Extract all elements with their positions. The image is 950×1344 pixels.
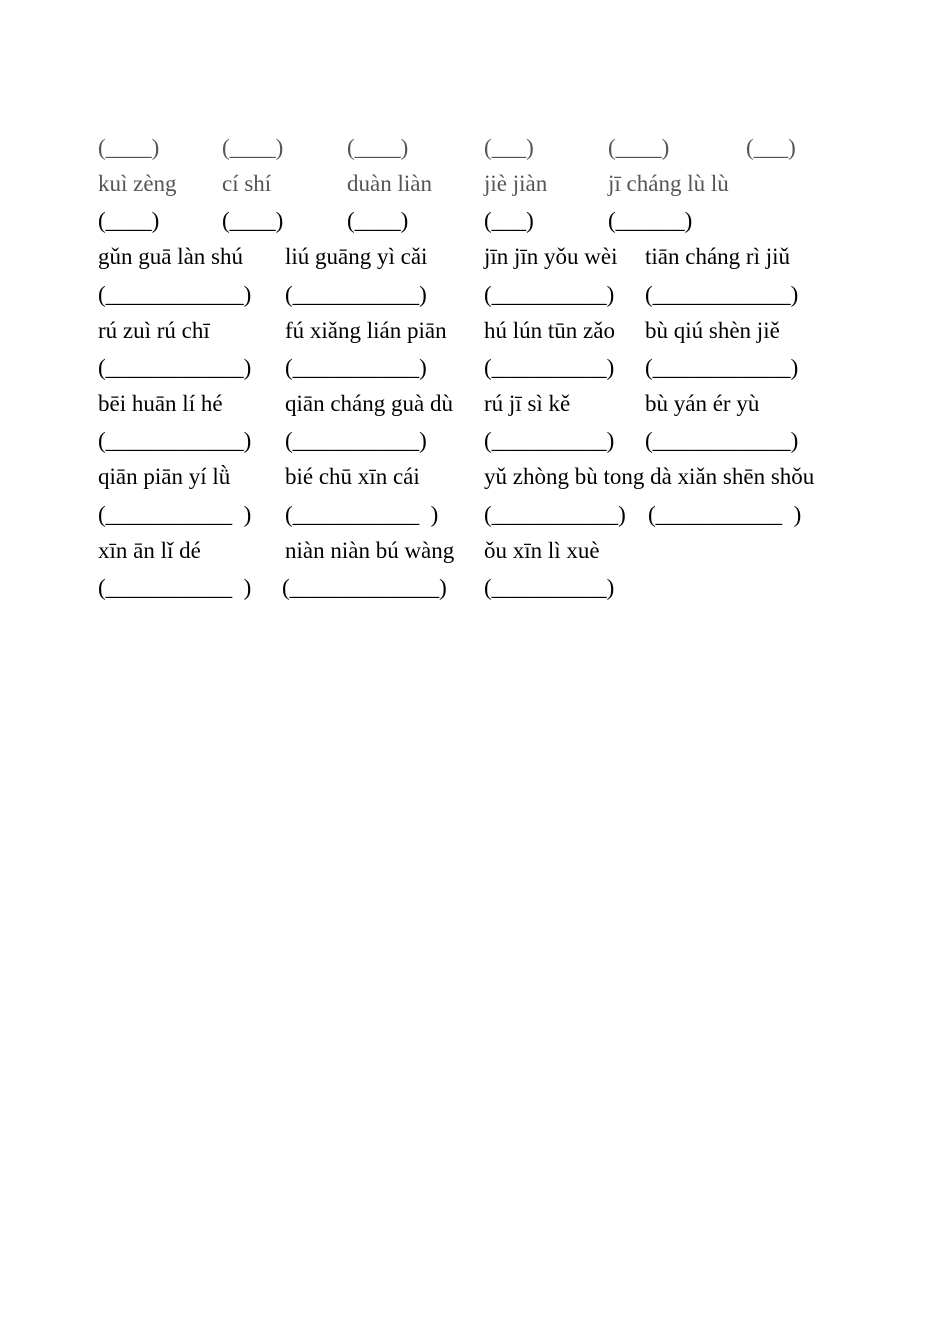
answer-blank: (___________)	[285, 428, 427, 453]
answer-blank: (____)	[98, 135, 160, 160]
answer-blank: (____________)	[645, 282, 799, 307]
pinyin-word: duàn liàn	[347, 171, 432, 196]
answer-blank: (__________)	[484, 282, 615, 307]
pinyin-idiom: qiān piān yí lǜ	[98, 464, 231, 489]
pinyin-word: cí shí	[222, 171, 272, 196]
pinyin-idiom: jīn jīn yǒu wèi	[484, 244, 618, 269]
pinyin-idiom: bēi huān lí hé	[98, 391, 223, 416]
answer-blank: (____)	[98, 208, 160, 233]
answer-blank: (__________)	[484, 355, 615, 380]
answer-blank: (____________)	[98, 282, 252, 307]
pinyin-idiom: bù qiú shèn jiě	[645, 318, 780, 343]
answer-blank: (____)	[347, 135, 409, 160]
answer-blank: (__________)	[484, 575, 615, 600]
answer-blank: (____)	[222, 135, 284, 160]
answer-blank: (___)	[746, 135, 796, 160]
pinyin-idiom: gǔn guā làn shú	[98, 244, 244, 269]
pinyin-idiom: bié chū xīn cái	[285, 464, 420, 489]
answer-blank: (___________)	[285, 355, 427, 380]
pinyin-idiom: tiān cháng rì jiǔ	[645, 244, 790, 269]
pinyin-idiom: yǔ zhòng bù tong dà xiǎn shēn shǒu	[484, 464, 815, 489]
answer-blank: (___________ )	[285, 502, 439, 527]
answer-blank: (___________ )	[98, 575, 252, 600]
answer-blank: (___)	[484, 135, 534, 160]
pinyin-idiom: liú guāng yì cǎi	[285, 244, 428, 269]
pinyin-idiom: hú lún tūn zǎo	[484, 318, 615, 343]
pinyin-idiom: xīn ān lǐ dé	[98, 538, 201, 563]
pinyin-word: kuì zèng	[98, 171, 177, 196]
answer-blank: (____)	[608, 135, 670, 160]
answer-blank: (____________)	[645, 428, 799, 453]
answer-blank: (____)	[222, 208, 284, 233]
answer-blank: (_____________)	[282, 575, 447, 600]
answer-blank: (__________)	[484, 428, 615, 453]
answer-blank: (___________ )	[98, 502, 252, 527]
pinyin-idiom: rú jī sì kě	[484, 391, 571, 416]
answer-blank: (____________)	[645, 355, 799, 380]
answer-blank: (____________)	[98, 428, 252, 453]
answer-blank: (___________)	[285, 282, 427, 307]
pinyin-idiom: bù yán ér yù	[645, 391, 760, 416]
answer-blank: (___________ )	[648, 502, 802, 527]
pinyin-idiom: fú xiǎng lián piān	[285, 318, 447, 343]
pinyin-idiom: qiān cháng guà dù	[285, 391, 453, 416]
pinyin-word: jiè jiàn	[484, 171, 548, 196]
pinyin-word: jī cháng lù lù	[608, 171, 729, 196]
answer-blank: (___________)	[484, 502, 626, 527]
answer-blank: (______)	[608, 208, 693, 233]
answer-blank: (___)	[484, 208, 534, 233]
answer-blank: (____)	[347, 208, 409, 233]
answer-blank: (____________)	[98, 355, 252, 380]
pinyin-idiom: rú zuì rú chī	[98, 318, 210, 343]
pinyin-idiom: ǒu xīn lì xuè	[484, 538, 600, 563]
pinyin-idiom: niàn niàn bú wàng	[285, 538, 455, 563]
